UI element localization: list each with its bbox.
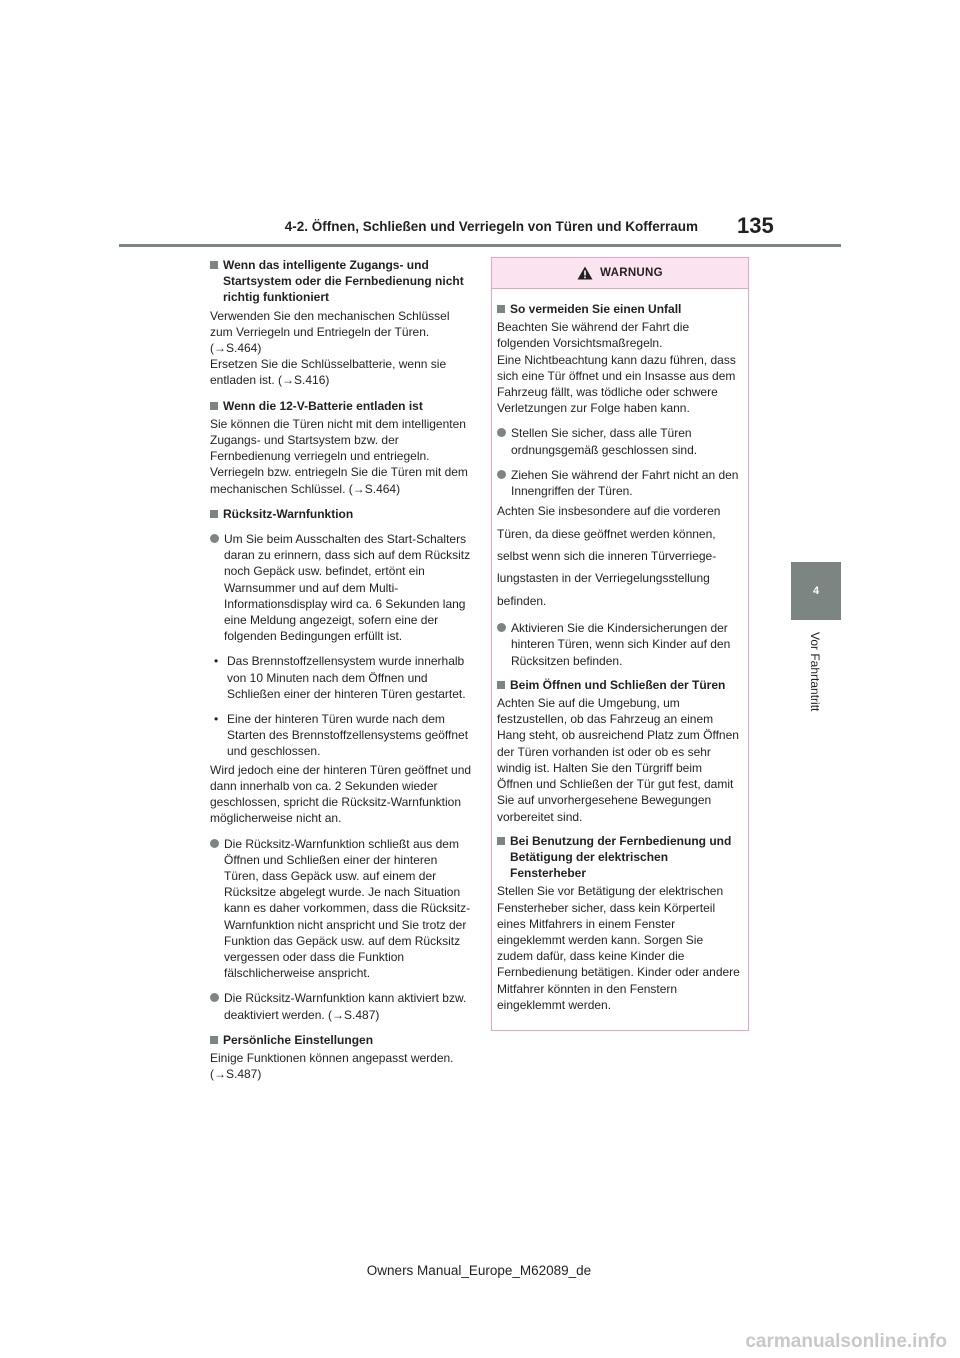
warning-body: [492, 289, 748, 1013]
list-item: [497, 425, 740, 457]
header-divider: [119, 244, 841, 247]
body-text: Eine Nichtbeachtung kann dazu führen, dass sich eine Tür öffnet und ein Insasse aus dem Fahrzeug fällt, was tödliche oder schwere Verletzungen zur Folge haben kann.: [497, 352, 736, 416]
text-line: befinden.: [497, 593, 547, 608]
body-text: Ersetzen Sie die Schlüsselbatterie, wenn sie entladen ist. (→S.416): [210, 357, 447, 388]
text-line: selbst wenn sich die inneren Türverriege-: [497, 549, 717, 564]
page-reference[interactable]: (→S.464): [210, 341, 262, 356]
chapter-title: 4-2. Öffnen, Schließen und Verriegeln von Türen und Kofferraum: [284, 219, 698, 234]
section-heading: [210, 257, 472, 306]
watermark: carmanualsonline.info: [745, 1331, 947, 1352]
text-line: lungstasten in der Verriegelungsstellung: [497, 571, 710, 586]
left-column: [210, 257, 472, 1082]
paragraph: Achten Sie auf die Umgebung, um festzustellen, ob das Fahrzeug an einem Hang steht, ob ausreichend Platz zum Öffnen der Türen vorhanden ist oder ob es sehr windig ist. Halten Sie den Türgriff beim Öffnen und Schließen der Tür gut fest, damit Sie auf unvorhergesehene Bewegungen vorbereitet sind.: [497, 696, 739, 824]
dot-bullet-icon: •: [214, 654, 219, 669]
text-line: Türen, da diese geöffnet werden können,: [497, 526, 716, 541]
section-heading: [210, 506, 472, 522]
paragraph: Einige Funktionen können angepasst werden. (→S.487): [210, 1050, 454, 1082]
section-title-battery: Wenn die 12-V-Batterie entladen ist: [223, 398, 423, 413]
circle-bullet-icon: [497, 428, 506, 437]
section-heading: [210, 398, 472, 414]
list-item-text: Eine der hinteren Türen wurde nach dem Starten des Brennstoffzellensystems geöffnet und geschlossen.: [227, 712, 469, 759]
list-item-text: Stellen Sie sicher, dass alle Türen ordnungsgemäß geschlossen sind.: [511, 426, 698, 457]
dot-bullet-icon: •: [214, 712, 219, 727]
circle-bullet-icon: [210, 839, 219, 848]
square-bullet-icon: [210, 402, 218, 410]
list-item: [213, 653, 472, 702]
list-item: [210, 531, 472, 644]
circle-bullet-icon: [210, 993, 219, 1002]
circle-bullet-icon: [497, 470, 506, 479]
list-item-text: Die Rücksitz-Warnfunktion schließt aus dem Öffnen und Schließen einer der hinteren Türen, dass Gepäck usw. auf einem der Rücksitze abgelegt wurde. Je nach Situation kann es daher vorkommen, dass die Rücksitz-Warnfunktion nicht anspricht und Sie trotz der Funktion das Gepäck usw. auf dem Rücksitz vergessen oder dass die Funktion fälschlicherweise anspricht.: [224, 836, 471, 981]
circle-bullet-icon: [497, 623, 506, 632]
square-bullet-icon: [497, 837, 505, 845]
warning-section-title: Beim Öffnen und Schließen der Türen: [510, 677, 726, 692]
list-item: [210, 836, 472, 982]
text-line: Achten Sie insbesondere auf die vorderen: [497, 504, 721, 519]
warning-header: [492, 258, 748, 289]
warning-title: WARNUNG: [600, 267, 663, 279]
section-title-personal-settings: Persönliche Einstellungen: [223, 1032, 374, 1047]
warning-box: [491, 257, 749, 1031]
list-item-text: Um Sie beim Ausschalten des Start-Schalters daran zu erinnern, dass sich auf dem Rücksitz noch Gepäck usw. befindet, ertönt ein Warnsummer und auf dem Multi-Informationsdisplay wird ca. 6 Sekunden lang eine Meldung angezeigt, sofern eine der folgenden Bedingungen erfüllt ist.: [224, 532, 471, 644]
paragraph: [497, 319, 740, 416]
list-item: [210, 990, 472, 1022]
paragraph: Wird jedoch eine der hinteren Türen geöffnet und dann innerhalb von ca. 2 Sekunden wieder geschlossen, spricht die Rücksitz-Warnfunktion möglicherweise nicht an.: [210, 762, 472, 826]
section-heading: [497, 677, 740, 693]
paragraph: Stellen Sie vor Betätigung der elektrischen Fensterheber sicher, dass kein Körperteil eines Mitfahrers in einem Fenster eingeklemmt werden kann. Sorgen Sie zudem dafür, dass keine Kinder die Fernbedienung betätigen. Kinder oder andere Mitfahrer könnten in den Fenstern eingeklemmt werden.: [497, 884, 740, 1012]
paragraph: Sie können die Türen nicht mit dem intelligenten Zugangs- und Startsystem bzw. der Fernbedienung verriegeln und entriegeln. Verriegeln bzw. entriegeln Sie die Türen mit dem mechanischen Schlüssel. (→S.464): [210, 416, 468, 496]
section-heading: [210, 1032, 472, 1048]
square-bullet-icon: [497, 305, 505, 313]
warning-section-title: So vermeiden Sie einen Unfall: [510, 302, 682, 316]
square-bullet-icon: [210, 1036, 218, 1044]
square-bullet-icon: [210, 510, 218, 518]
circle-bullet-icon: [210, 534, 219, 543]
body-text: Beachten Sie während der Fahrt die folgenden Vorsichtsmaßregeln.: [497, 320, 690, 351]
chapter-tab-label: Vor Fahrtantritt: [808, 632, 822, 712]
page-header: [0, 0, 960, 250]
page-footer: Owners Manual_Europe_M62089_de: [366, 1263, 592, 1278]
list-item: [213, 711, 472, 760]
section-heading: [497, 833, 740, 882]
chapter-tab-number: 4: [812, 585, 820, 597]
square-bullet-icon: [210, 261, 218, 269]
section-title-rear-seat-reminder: Rücksitz-Warnfunktion: [223, 506, 354, 521]
list-item-text: Aktivieren Sie die Kindersicherungen der hinteren Türen, wenn sich Kinder auf den Rücksitzen befinden.: [511, 621, 731, 668]
list-item-text: Die Rücksitz-Warnfunktion kann aktiviert bzw. deaktiviert werden. (→S.487): [224, 991, 467, 1022]
warning-section-title: Bei Benutzung der Fernbedienung und Betätigung der elektrischen Fensterheber: [510, 833, 732, 881]
square-bullet-icon: [497, 681, 505, 689]
warning-triangle-icon: [577, 266, 593, 280]
list-item-text: Das Brennstoffzellensystem wurde innerhalb von 10 Minuten nach dem Öffnen und Schließen einer der hinteren Türen gestartet.: [227, 654, 466, 701]
list-item: [497, 467, 740, 499]
chapter-tab[interactable]: [791, 562, 841, 620]
section-title-smart-entry: Wenn das intelligente Zugangs- und Startsystem oder die Fernbedienung nicht richtig funktioniert: [223, 258, 464, 305]
paragraph: [210, 308, 472, 389]
page-number: 135: [737, 213, 774, 238]
list-item: [497, 620, 740, 669]
section-heading: [497, 301, 740, 317]
list-item-text: Ziehen Sie während der Fahrt nicht an den Innengriffen der Türen.: [511, 467, 739, 499]
body-text: Verwenden Sie den mechanischen Schlüssel zum Verriegeln und Entriegeln der Türen.: [210, 308, 450, 339]
